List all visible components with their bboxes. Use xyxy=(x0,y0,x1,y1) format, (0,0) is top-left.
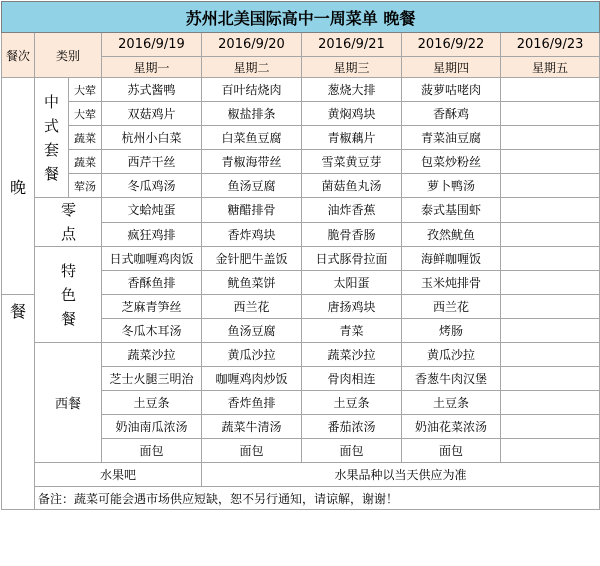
category-specials: 特色餐 xyxy=(35,247,102,343)
dish-cell: 香葱牛肉汉堡 xyxy=(402,367,501,391)
category-chinese-set: 中式套餐 xyxy=(35,78,69,198)
dish-cell xyxy=(501,367,600,391)
dish-cell: 奶油南瓜浓汤 xyxy=(102,415,202,439)
dish-cell: 香炸鱼排 xyxy=(202,391,302,415)
meal-label-top: 晚 xyxy=(2,78,35,295)
dish-cell: 骨肉相连 xyxy=(302,367,402,391)
dish-cell: 脆骨香肠 xyxy=(302,222,402,247)
dish-cell: 黄瓜沙拉 xyxy=(202,343,302,367)
dish-cell: 烤肠 xyxy=(402,319,501,343)
date-header: 2016/9/22 xyxy=(402,33,501,57)
dish-cell: 西兰花 xyxy=(402,295,501,319)
dish-cell: 海鲜咖喱饭 xyxy=(402,247,501,271)
dish-cell: 杭州小白菜 xyxy=(102,126,202,150)
dish-cell: 冬瓜鸡汤 xyxy=(102,174,202,198)
dish-cell xyxy=(501,78,600,102)
dish-cell: 青椒藕片 xyxy=(302,126,402,150)
dish-cell: 白菜鱼豆腐 xyxy=(202,126,302,150)
dish-cell: 香炸鸡块 xyxy=(202,222,302,247)
subcategory-label: 蔬菜 xyxy=(69,150,102,174)
dish-cell: 芝士火腿三明治 xyxy=(102,367,202,391)
dish-cell: 黄瓜沙拉 xyxy=(402,343,501,367)
page-title: 苏州北美国际高中一周菜单 晚餐 xyxy=(2,2,600,33)
dish-cell: 椒盐排条 xyxy=(202,102,302,126)
dish-cell: 日式咖喱鸡肉饭 xyxy=(102,247,202,271)
dish-cell: 油炸香蕉 xyxy=(302,198,402,223)
dish-cell xyxy=(501,150,600,174)
dish-cell: 奶油花菜浓汤 xyxy=(402,415,501,439)
dish-cell: 太阳蛋 xyxy=(302,271,402,295)
dish-cell: 西兰花 xyxy=(202,295,302,319)
dish-cell: 菌菇鱼丸汤 xyxy=(302,174,402,198)
menu-table xyxy=(1,1,600,510)
date-header: 2016/9/20 xyxy=(202,33,302,57)
dish-cell xyxy=(501,415,600,439)
dish-cell xyxy=(501,174,600,198)
dish-cell: 蔬菜沙拉 xyxy=(102,343,202,367)
dish-cell: 冬瓜木耳汤 xyxy=(102,319,202,343)
dish-cell: 面包 xyxy=(402,439,501,463)
dish-cell: 土豆条 xyxy=(402,391,501,415)
weekday-header: 星期一 xyxy=(102,57,202,78)
dish-cell: 鱼汤豆腐 xyxy=(202,174,302,198)
dish-cell: 唐扬鸡块 xyxy=(302,295,402,319)
dish-cell: 咖喱鸡肉炒饭 xyxy=(202,367,302,391)
dish-cell: 芝麻青笋丝 xyxy=(102,295,202,319)
dish-cell: 葱烧大排 xyxy=(302,78,402,102)
footnote: 备注：蔬菜可能会遇市场供应短缺，恕不另行通知，请谅解，谢谢！ xyxy=(35,487,600,510)
meal-label-bottom: 餐 xyxy=(2,295,35,510)
dish-cell: 泰式基围虾 xyxy=(402,198,501,223)
dish-cell: 青椒海带丝 xyxy=(202,150,302,174)
date-header: 2016/9/19 xyxy=(102,33,202,57)
dish-cell xyxy=(501,439,600,463)
category-column-header: 类别 xyxy=(35,33,102,78)
dish-cell: 苏式酱鸭 xyxy=(102,78,202,102)
dish-cell: 面包 xyxy=(202,439,302,463)
dish-cell: 糖醋排骨 xyxy=(202,198,302,223)
dish-cell: 土豆条 xyxy=(102,391,202,415)
meal-column-header: 餐次 xyxy=(2,33,35,78)
weekday-header: 星期四 xyxy=(402,57,501,78)
dish-cell xyxy=(501,391,600,415)
dish-cell: 土豆条 xyxy=(302,391,402,415)
dish-cell: 日式豚骨拉面 xyxy=(302,247,402,271)
dish-cell: 金针肥牛盖饭 xyxy=(202,247,302,271)
dish-cell xyxy=(501,343,600,367)
dish-cell xyxy=(501,319,600,343)
dish-cell: 包菜炒粉丝 xyxy=(402,150,501,174)
subcategory-label: 荤汤 xyxy=(69,174,102,198)
subcategory-label: 大荤 xyxy=(69,78,102,102)
category-western: 西餐 xyxy=(35,343,102,463)
weekday-header: 星期三 xyxy=(302,57,402,78)
dish-cell: 香酥鸡 xyxy=(402,102,501,126)
date-header: 2016/9/23 xyxy=(501,33,600,57)
dish-cell: 蔬菜牛清汤 xyxy=(202,415,302,439)
dish-cell: 双菇鸡片 xyxy=(102,102,202,126)
dish-cell: 香酥鱼排 xyxy=(102,271,202,295)
dish-cell: 孜然鱿鱼 xyxy=(402,222,501,247)
subcategory-label: 大荤 xyxy=(69,102,102,126)
dish-cell: 雪菜黄豆芽 xyxy=(302,150,402,174)
dish-cell xyxy=(501,295,600,319)
category-snacks: 零点 xyxy=(35,198,102,247)
dish-cell: 青菜油豆腐 xyxy=(402,126,501,150)
dish-cell: 黄焖鸡块 xyxy=(302,102,402,126)
dish-cell: 菠萝咕咾肉 xyxy=(402,78,501,102)
subcategory-label: 蔬菜 xyxy=(69,126,102,150)
weekday-header: 星期二 xyxy=(202,57,302,78)
dish-cell xyxy=(501,102,600,126)
category-fruit-bar: 水果吧 xyxy=(35,463,202,487)
dish-cell xyxy=(501,222,600,247)
dish-cell: 青菜 xyxy=(302,319,402,343)
dish-cell xyxy=(501,247,600,271)
weekday-header: 星期五 xyxy=(501,57,600,78)
dish-cell xyxy=(501,198,600,223)
dish-cell: 蔬菜沙拉 xyxy=(302,343,402,367)
dish-cell: 面包 xyxy=(302,439,402,463)
date-header: 2016/9/21 xyxy=(302,33,402,57)
dish-cell: 番茄浓汤 xyxy=(302,415,402,439)
dish-cell: 疯狂鸡排 xyxy=(102,222,202,247)
dish-cell: 萝卜鸭汤 xyxy=(402,174,501,198)
dish-cell: 鱿鱼菜饼 xyxy=(202,271,302,295)
dish-cell: 面包 xyxy=(102,439,202,463)
fruit-bar-note: 水果品种以当天供应为准 xyxy=(202,463,600,487)
dish-cell: 西芹干丝 xyxy=(102,150,202,174)
dish-cell: 鱼汤豆腐 xyxy=(202,319,302,343)
dish-cell xyxy=(501,271,600,295)
dish-cell: 文蛤炖蛋 xyxy=(102,198,202,223)
dish-cell: 百叶结烧肉 xyxy=(202,78,302,102)
dish-cell xyxy=(501,126,600,150)
dish-cell: 玉米炖排骨 xyxy=(402,271,501,295)
